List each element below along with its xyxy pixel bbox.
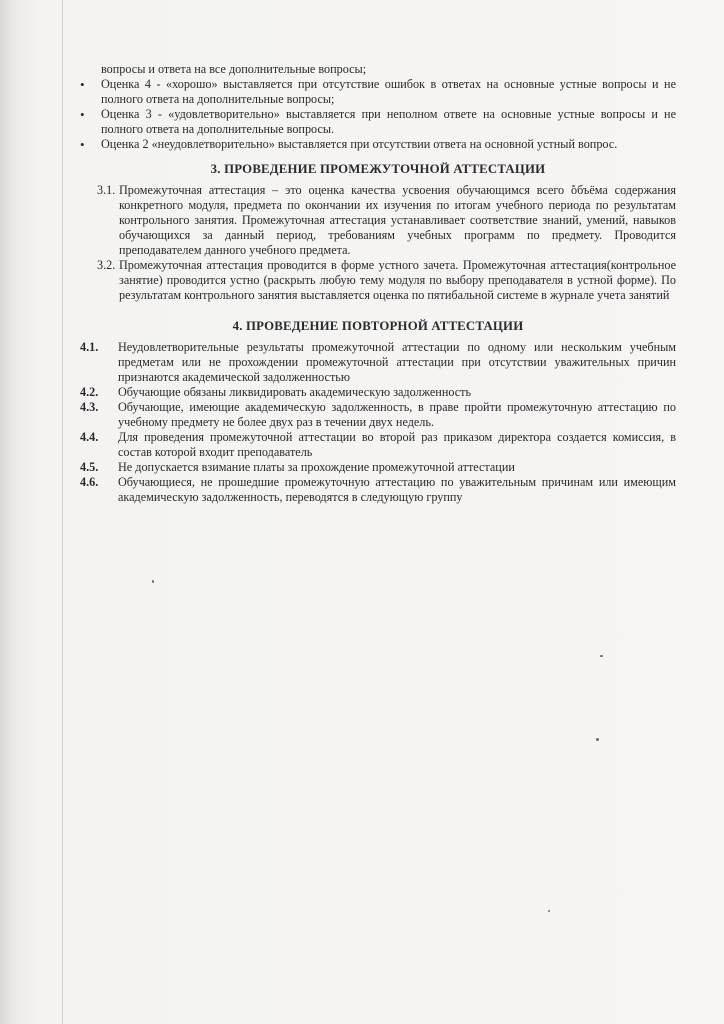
list-item [80,460,676,475]
item-number: 4.3. [80,400,99,414]
grade-item: • Оценка 4 - «хорошо» выставляется при отсутствие ошибок в ответах на основные устные вопросы и не полного ответа на дополнительные вопросы; [80,77,676,107]
item-number: 4.4. [80,430,99,444]
item-text: Неудовлетворительные результаты промежуточной аттестации по одному или нескольким учебным предметам или не прохождении промежуточной аттестации при отсутствии уважительных причин признаются академической задолженностью [118,340,676,384]
item-text: Обучающие, имеющие академическую задолженность, в праве пройти промежуточную аттестацию по учебному предмету не более двух раз в течении двух недель. [118,400,676,429]
page-fold-line [62,0,63,1024]
item-text: Не допускается взимание платы за прохождение промежуточной аттестации [118,460,515,474]
item-number: 4.1. [80,340,99,354]
intro-line: вопросы и ответа на все дополнительные вопросы; [101,62,367,76]
item-number: 3.1. [97,183,116,197]
item-text: Для проведения промежуточной аттестации во второй раз приказом директора создается комиссия, в состав которой входит преподаватель [118,430,676,459]
item-number: 4.2. [80,385,99,399]
grade-list [80,77,676,152]
item-number: 3.2. [97,258,116,272]
grade-item: • Оценка 3 - «удовлетворительно» выставляется при неполном ответе на основные устные вопросы и не полного ответа на дополнительные вопросы. [80,107,676,137]
list-item [80,475,676,505]
item-text: Промежуточная аттестация проводится в форме устного зачета. Промежуточная аттестация(контрольное занятие) проводится устно (раскрыть любую тему модуля по выбору преподавателя в устной форме). По результатам контрольного занятия выставляется оценка по пятибальной системе в журнале учета занятий [119,258,676,302]
section-4-list [80,340,676,505]
item-number: 4.5. [80,460,99,474]
section-3-list [80,183,676,303]
item-number: 4.6. [80,475,99,489]
list-item [80,340,676,385]
list-item [80,400,676,430]
document-body [80,62,676,505]
item-text: Обучающие обязаны ликвидировать академическую задолженность [118,385,472,399]
list-item [80,430,676,460]
grade-item: • Оценка 2 «неудовлетворительно» выставляется при отсутствии ответа на основной устный вопрос. [80,137,676,152]
section-3-heading: 3. ПРОВЕДЕНИЕ ПРОМЕЖУТОЧНОЙ АТТЕСТАЦИИ [210,162,546,176]
section-4-heading: 4. ПРОВЕДЕНИЕ ПОВТОРНОЙ АТТЕСТАЦИИ [232,319,524,333]
list-item [80,258,676,303]
item-text: Обучающиеся, не прошедшие промежуточную аттестацию по уважительным причинам или имеющим академическую задолженность, переводятся в следующую группу [118,475,676,504]
item-text: Промежуточная аттестация – это оценка качества усвоения обучающимся всего объёма содержания конкретного модуля, предмета по окончании их изучения по итогам учебного периода по результатам контрольного занятия. Промежуточная аттестация устанавливает соответствие знаний, умений, навыков обучающихся за данный период, требованиям учебных программ по предмету. Проводится преподавателем данного учебного предмета. [119,183,676,257]
list-item [80,385,676,400]
list-item [80,183,676,258]
